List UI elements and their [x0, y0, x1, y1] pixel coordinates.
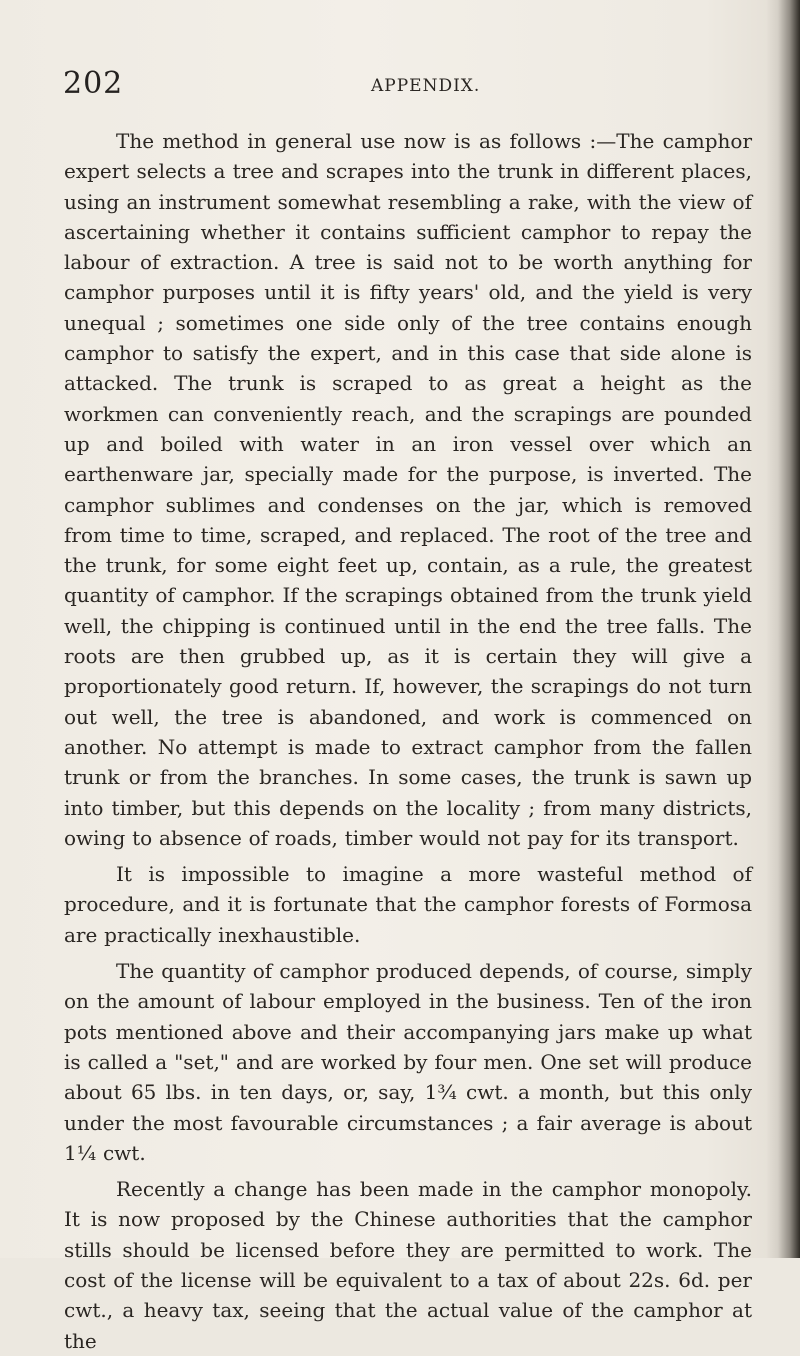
- paragraph-wasteful-method: It is impossible to imagine a more wasteful method of procedure, and it is fortunate that the camphor forests of Formosa are practically inexhaustible.: [64, 862, 752, 947]
- page-edge-shadow: [766, 0, 800, 1258]
- running-head: APPENDIX.: [371, 76, 481, 96]
- page-header: [63, 66, 703, 106]
- paragraph-extraction-method: The method in general use now is as follows :—The camphor expert selects a tree and scrapes into the trunk in different places, using an instrument somewhat resembling a rake, with the view of ascertaining whether it contains sufficient camphor to repay the labour of extraction. A tree is said not to be worth anything for camphor purposes until it is fifty years' old, and the yield is very unequal ; sometimes one side only of the tree contains enough camphor to satisfy the expert, and in this case that side alone is attacked. The trunk is scraped to as great a height as the workmen can conveniently reach, and the scrapings are pounded up and boiled with water in an iron vessel over which an earthenware jar, specially made for the purpose, is inverted. The camphor sublimes and condenses on the jar, which is removed from time to time, scraped, and replaced. The root of the tree and the trunk, for some eight feet up, contain, as a rule, the greatest quantity of camphor. If the scrapings obtained from the trunk yield well, the chipping is continued until in the end the tree falls. The roots are then grubbed up, as it is certain they will give a proportionately good return. If, however, the scrapings do not turn out well, the tree is abandoned, and work is commenced on another. No attempt is made to extract camphor from the fallen trunk or from the branches. In some cases, the trunk is sawn up into timber, but this depends on the locality ; from many districts, owing to absence of roads, timber would not pay for its transport.: [64, 129, 752, 850]
- page-number: 202: [63, 66, 124, 101]
- body-text: [64, 126, 752, 1356]
- paragraph-production-quantity: The quantity of camphor produced depends, of course, simply on the amount of labour employed in the business. Ten of the iron pots mentioned above and their accompanying jars make up what is called a "set," and are worked by four men. One set will produce about 65 lbs. in ten days, or, say, 1¾ cwt. a month, but this only under the most favourable circumstances ; a fair average is about 1¼ cwt.: [64, 959, 752, 1165]
- paragraph-monopoly-change: Recently a change has been made in the camphor monopoly. It is now proposed by the Chinese authorities that the camphor stills should be licensed before they are permitted to work. The cost of the license will be equivalent to a tax of about 22s. 6d. per cwt., a heavy tax, seeing that the actual value of the camphor at the: [64, 1177, 752, 1353]
